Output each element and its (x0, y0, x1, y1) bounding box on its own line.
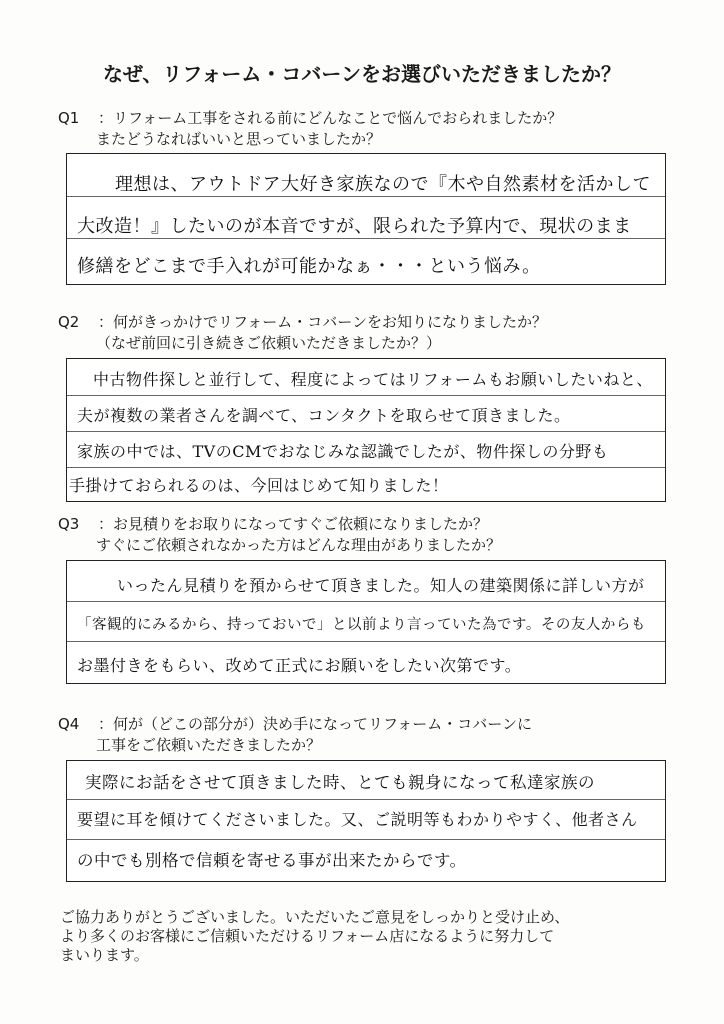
question-text: ：何が（どこの部分が）決め手になってリフォーム・コバーンに (98, 715, 532, 733)
footer-line: まいります。 (60, 946, 149, 964)
answer-line: 中古物件探しと並行して、程度によってはリフォームもお願いしたいねと、 (93, 370, 653, 389)
answer-line: お墨付きをもらい、改めて正式にお願いをしたい次第です。 (77, 656, 522, 675)
answer-line: 要望に耳を傾けてくださいました。又、ご説明等もわかりやすく、他者さん (77, 810, 638, 829)
answer-line: いったん見積りを預からせて頂きました。知人の建築関係に詳しい方が (117, 576, 645, 595)
answer-box-3 (66, 560, 666, 684)
answer-box-2 (66, 358, 666, 502)
question-1 (58, 108, 678, 150)
answer-line: 夫が複数の業者さんを調べて、コンタクトを取らせて頂きました。 (77, 406, 571, 425)
footer-line: より多くのお客様にご信頼いただけるリフォーム店になるように努力して (60, 927, 555, 945)
question-text: またどうなればいいと思っていましたか？ (96, 130, 382, 148)
question-text: 工事をご依頼いただきましたか？ (96, 736, 322, 754)
question-number: Q2 (58, 313, 80, 331)
question-2 (58, 312, 678, 354)
thank-you-message (60, 908, 680, 965)
answer-line: 実際にお話をさせて頂きました時、とても親身になって私達家族の (85, 773, 595, 792)
question-number: Q3 (58, 515, 80, 533)
answer-line: 理想は、アウトドア大好き家族なので『木や自然素材を活かして (115, 174, 651, 195)
answer-line: 「客観的にみるから、持っておいで」と以前より言っていた為です。その友人からも (77, 617, 646, 633)
question-text: ：何がきっかけでリフォーム・コバーンをお知りになりましたか？ (98, 313, 547, 331)
answer-box-1 (66, 153, 666, 285)
question-text: ：お見積りをお取りになってすぐご依頼になりましたか？ (98, 515, 489, 533)
answer-line: 大改造！』したいのが本音ですが、限られた予算内で、現状のまま (77, 216, 632, 237)
question-3 (58, 514, 678, 556)
answer-line: 手掛けておられるのは、今回はじめて知りました！ (69, 476, 449, 495)
footer-line: ご協力ありがとうございました。いただいたご意見をしっかりと受け止め、 (60, 908, 570, 926)
question-text: すぐにご依頼されなかった方はどんな理由がありましたか？ (96, 536, 502, 554)
answer-line: 修繕をどこまで手入れが可能かなぁ・・・という悩み。 (77, 256, 541, 277)
question-text: ：リフォーム工事をされる前にどんなことで悩んでおられましたか？ (98, 109, 563, 127)
page-title: なぜ、リフォーム・コバーンをお選びいただきましたか？ (103, 62, 621, 86)
answer-line: の中でも別格で信頼を寄せる事が出来たからです。 (77, 851, 467, 870)
question-number: Q1 (58, 109, 80, 127)
question-text: （なぜ前回に引き続きご依頼いただきましたか？） (96, 334, 442, 352)
question-4 (58, 714, 678, 756)
answer-line: 家族の中では、TVのCMでおなじみな認識でしたが、物件探しの分野も (77, 442, 609, 461)
question-number: Q4 (58, 715, 80, 733)
answer-box-4 (66, 760, 666, 882)
